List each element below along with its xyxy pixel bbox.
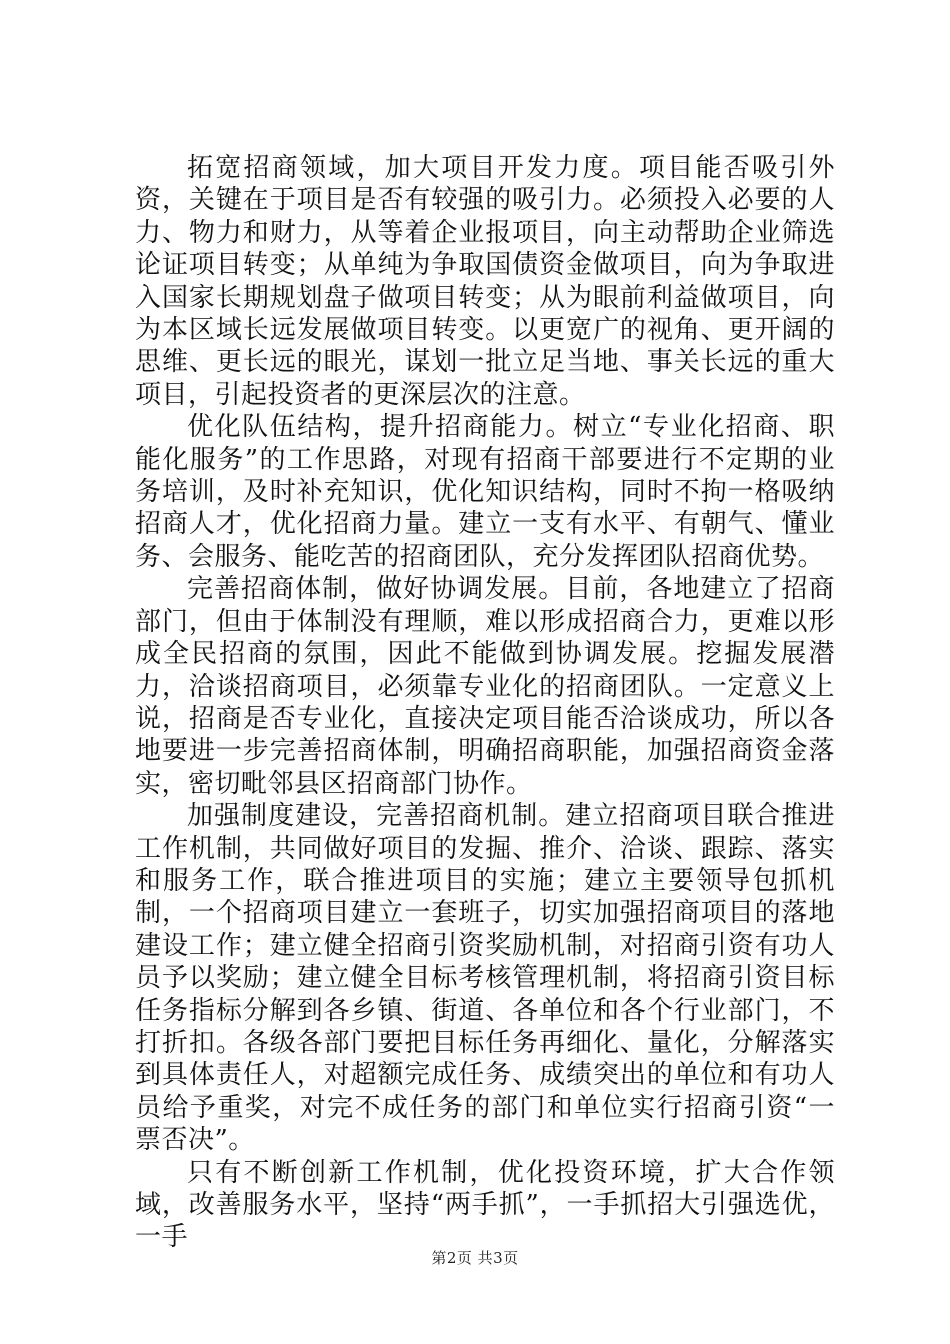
page-indicator: 第2页 共3页 bbox=[431, 1249, 519, 1267]
document-body bbox=[135, 152, 835, 1254]
paragraph-attract-projects: 拓宽招商领域，加大项目开发力度。项目能否吸引外资，关键在于项目是否有较强的吸引力。必须投入必要的人力、物力和财力，从等着企业报项目，向主动帮助企业筛选论证项目转变；从单纯为争取国债资金做项目，向为争取进入国家长期规划盘子做项目转变；从为眼前利益做项目，向为本区域长远发展做项目转变。以更宽广的视角、更开阔的思维、更长远的眼光，谋划一批立足当地、事关长远的重大项目，引起投资者的更深层次的注意。 bbox=[135, 153, 835, 410]
paragraph-investment-system: 完善招商体制，做好协调发展。目前，各地建立了招商部门，但由于体制没有理顺，难以形成招商合力，更难以形成全民招商的氛围，因此不能做到协调发展。挖掘发展潜力，洽谈招商项目，必须靠专业化的招商团队。一定意义上说，招商是否专业化，直接决定项目能否洽谈成功，所以各地要进一步完善招商体制，明确招商职能，加强招商资金落实，密切毗邻县区招商部门协作。 bbox=[135, 574, 835, 799]
paragraph-team-structure: 优化队伍结构，提升招商能力。树立“专业化招商、职能化服务”的工作思路，对现有招商干部要进行不定期的业务培训，及时补充知识，优化知识结构，同时不拘一格吸纳招商人才，优化招商力量。建立一支有水平、有朝气、懂业务、会服务、能吃苦的招商团队，充分发挥团队招商优势。 bbox=[135, 412, 835, 572]
paragraph-institution-building: 加强制度建设，完善招商机制。建立招商项目联合推进工作机制，共同做好项目的发掘、推介、洽谈、跟踪、落实和服务工作，联合推进项目的实施；建立主要领导包抓机制，一个招商项目建立一套班子，切实加强招商项目的落地建设工作；建立健全招商引资奖励机制，对招商引资有功人员予以奖励；建立健全目标考核管理机制，将招商引资目标任务指标分解到各乡镇、街道、各单位和各个行业部门，不打折扣。各级各部门要把目标任务再细化、量化，分解落实到具体责任人，对超额完成任务、成绩突出的单位和有功人员给予重奖，对完不成任务的部门和单位实行招商引资“一票否决”。 bbox=[135, 801, 835, 1156]
page-footer bbox=[0, 1247, 950, 1268]
paragraph-conclusion: 只有不断创新工作机制，优化投资环境，扩大合作领域，改善服务水平，坚持“两手抓”，一手抓招大引强选优，一手 bbox=[135, 1157, 835, 1253]
